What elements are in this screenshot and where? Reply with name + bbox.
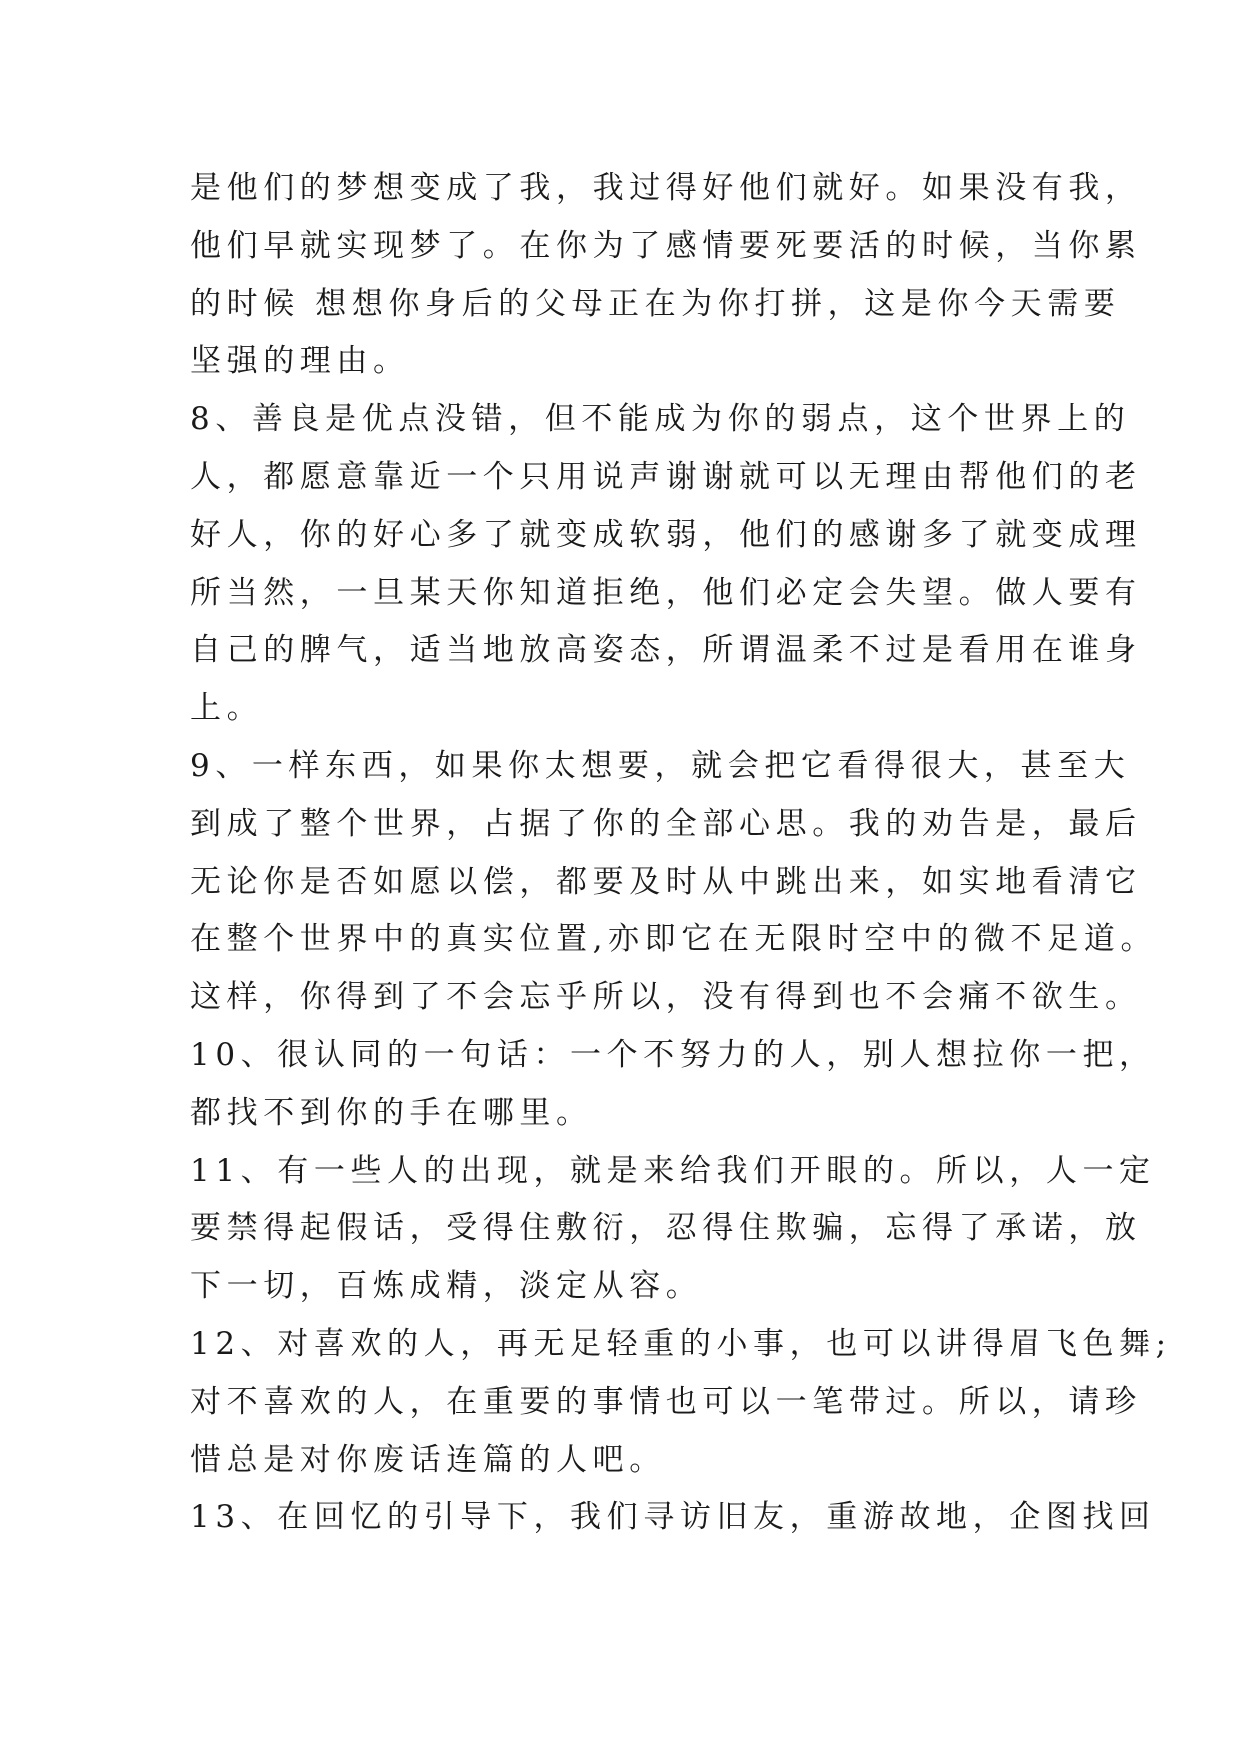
text-line: 自己的脾气，适当地放高姿态，所谓温柔不过是看用在谁身 — [190, 632, 1142, 669]
text-line: 8、善良是优点没错，但不能成为你的弱点，这个世界上的 — [190, 401, 1131, 438]
text-line: 11、有一些人的出现，就是来给我们开眼的。所以，人一定 — [190, 1152, 1156, 1189]
text-line: 在整个世界中的真实位置,亦即它在无限时空中的微不足道。 — [190, 921, 1158, 958]
text-line: 到成了整个世界，占据了你的全部心思。我的劝告是，最后 — [190, 805, 1142, 842]
text-line: 10、很认同的一句话：一个不努力的人，别人想拉你一把， — [190, 1036, 1156, 1073]
text-line: 9、一样东西，如果你太想要，就会把它看得很大，甚至大 — [190, 747, 1131, 784]
text-line: 所当然，一旦某天你知道拒绝，他们必定会失望。做人要有 — [190, 574, 1142, 611]
text-line: 的时候 想想你身后的父母正在为你打拼，这是你今天需要 — [190, 285, 1121, 322]
text-line: 惜总是对你废话连篇的人吧。 — [190, 1441, 666, 1478]
text-line: 对不喜欢的人，在重要的事情也可以一笔带过。所以，请珍 — [190, 1383, 1142, 1420]
text-line: 人，都愿意靠近一个只用说声谢谢就可以无理由帮他们的老 — [190, 458, 1142, 495]
text-line: 要禁得起假话，受得住敷衍，忍得住欺骗，忘得了承诺，放 — [190, 1210, 1142, 1247]
text-line: 12、对喜欢的人，再无足轻重的小事，也可以讲得眉飞色舞; — [190, 1325, 1172, 1362]
text-line: 坚强的理由。 — [190, 343, 410, 380]
text-line: 无论你是否如愿以偿，都要及时从中跳出来，如实地看清它 — [190, 863, 1142, 900]
text-line: 上。 — [190, 690, 264, 727]
text-line: 下一切，百炼成精，淡定从容。 — [190, 1268, 703, 1305]
text-line: 都找不到你的手在哪里。 — [190, 1094, 593, 1131]
text-line: 是他们的梦想变成了我，我过得好他们就好。如果没有我， — [190, 170, 1142, 206]
text-line: 他们早就实现梦了。在你为了感情要死要活的时候，当你累 — [190, 227, 1142, 264]
text-line: 好人，你的好心多了就变成软弱，他们的感谢多了就变成理 — [190, 516, 1142, 553]
text-line: 13、在回忆的引导下，我们寻访旧友，重游故地，企图找回 — [190, 1499, 1156, 1536]
body-text — [190, 160, 1172, 1547]
text-line: 这样，你得到了不会忘乎所以，没有得到也不会痛不欲生。 — [190, 979, 1142, 1016]
